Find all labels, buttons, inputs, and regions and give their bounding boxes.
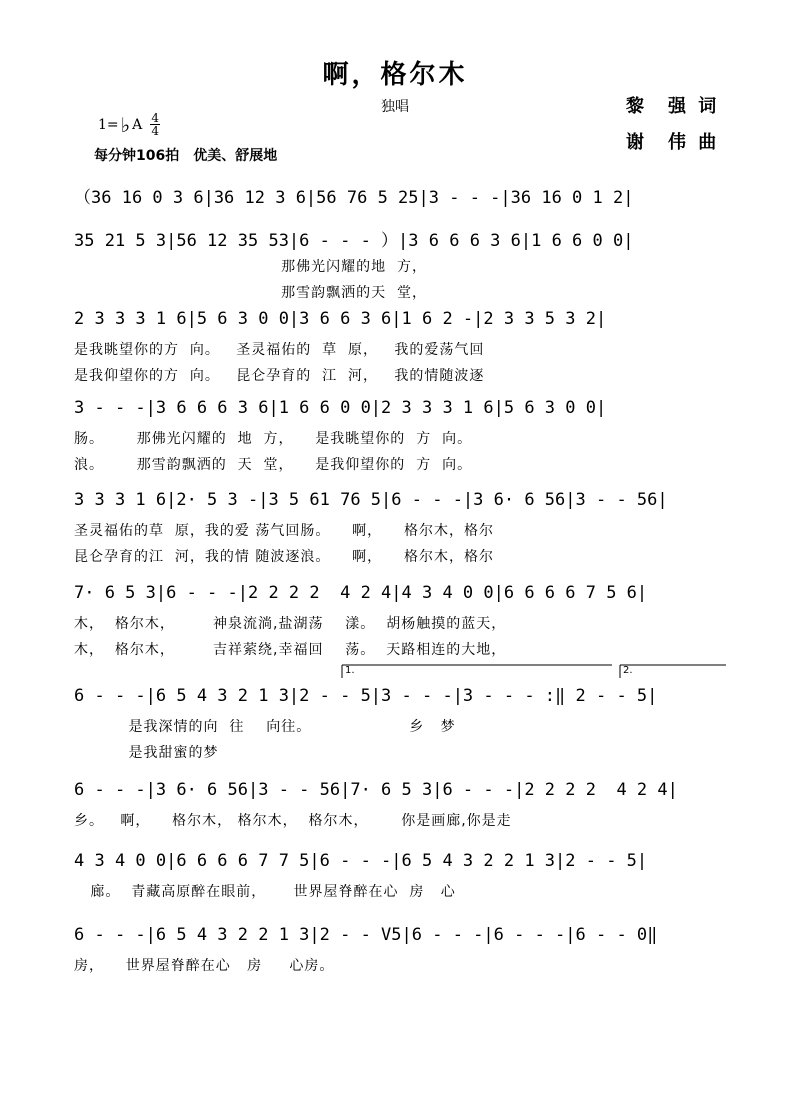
volta-second-label: 2. bbox=[623, 665, 633, 676]
flat-sign-icon: ♭ bbox=[120, 112, 131, 137]
lyric-verse-2: 那雪韵飘洒的天 堂， bbox=[74, 285, 428, 301]
time-signature-bottom: 4 bbox=[151, 124, 160, 138]
lyric-verse-1: 是我深情的向 往 向往。 乡 梦 bbox=[74, 719, 456, 735]
notation-row: 7· 6 5 3|6 - - -|2 2 2 2 4 2 4|4 3 4 0 0|6 6 6 6 7 5 6| bbox=[74, 583, 648, 603]
composer-credit: 谢 伟 曲 bbox=[626, 132, 720, 153]
song-title: 啊，格尔木 bbox=[322, 60, 468, 90]
staff-line-9 bbox=[74, 851, 730, 911]
lyric-verse-2: 浪。 那雪韵飘洒的 天 堂， 是我仰望你的 方 向。 bbox=[74, 457, 473, 473]
notation-row: （36 16 0 3 6|36 12 3 6|56 76 5 25|3 - - -|36 16 0 1 2| bbox=[74, 188, 634, 208]
lyric-verse-1: 是我眺望你的方 向。 圣灵福佑的 草 原， 我的爱荡气回 bbox=[74, 342, 485, 358]
volta-brackets bbox=[342, 664, 726, 678]
lyric-verse-2: 是我甜蜜的梦 bbox=[74, 745, 219, 761]
lyric-verse-1: 木， 格尔木， 神泉流淌,盐湖荡 漾。 胡杨触摸的蓝天， bbox=[74, 616, 507, 632]
staff-line-4 bbox=[74, 398, 730, 478]
song-subtitle: 独唱 bbox=[381, 99, 409, 115]
staff-line-6 bbox=[74, 583, 730, 663]
key-signature bbox=[98, 112, 160, 137]
notation-row: 3 3 3 1 6|2· 5 3 -|3 5 61 76 5|6 - - -|3 6· 6 56|3 - - 56| bbox=[74, 490, 668, 510]
time-signature-top: 4 bbox=[151, 111, 160, 125]
lyricist-credit: 黎 强 词 bbox=[626, 96, 720, 117]
time-signature bbox=[150, 112, 160, 137]
key-label: 1= bbox=[98, 116, 119, 133]
volta-first-label: 1. bbox=[345, 665, 355, 676]
staff-line-3 bbox=[74, 309, 730, 389]
notation-row: 4 3 4 0 0|6 6 6 6 7 7 5|6 - - -|6 5 4 3 2 2 1 3|2 - - 5| bbox=[74, 851, 648, 871]
notation-row: 6 - - -|3 6· 6 56|3 - - 56|7· 6 5 3|6 - - -|2 2 2 2 4 2 4| bbox=[74, 780, 678, 800]
staff-line-1 bbox=[74, 183, 730, 213]
notation-row: 35 21 5 3|56 12 35 53|6 - - - ）|3 6 6 6 3 6|1 6 6 0 0| bbox=[74, 231, 634, 251]
notation-row: 6 - - -|6 5 4 3 2 2 1 3|2 - - V5|6 - - -|6 - - -|6 - - 0‖ bbox=[74, 925, 658, 945]
staff-line-2 bbox=[74, 226, 730, 306]
volta-bracket-lines bbox=[342, 664, 726, 678]
lyric-verse-1: 肠。 那佛光闪耀的 地 方， 是我眺望你的 方 向。 bbox=[74, 431, 473, 447]
lyric-verse-1: 乡。 啊， 格尔木， 格尔木， 格尔木， 你是画廊,你是走 bbox=[74, 813, 512, 829]
staff-line-8 bbox=[74, 780, 730, 840]
lyric-verse-1: 那佛光闪耀的地 方， bbox=[74, 259, 428, 275]
tempo-marking: 每分钟106拍 优美、舒展地 bbox=[94, 148, 278, 164]
notation-row: 6 - - -|6 5 4 3 2 1 3|2 - - 5|3 - - -|3 - - - :‖ 2 - - 5| bbox=[74, 686, 658, 706]
staff-line-7 bbox=[74, 686, 730, 766]
lyric-verse-2: 昆仑孕育的江 河，我的情 随波逐浪。 啊， 格尔木，格尔 bbox=[74, 549, 494, 565]
lyric-verse-1: 廊。 青藏高原醉在眼前， 世界屋脊醉在心 房 心 bbox=[74, 884, 456, 900]
notation-row: 2 3 3 3 1 6|5 6 3 0 0|3 6 6 3 6|1 6 2 -|2 3 3 5 3 2| bbox=[74, 309, 607, 329]
notation-row: 3 - - -|3 6 6 6 3 6|1 6 6 0 0|2 3 3 3 1 6|5 6 3 0 0| bbox=[74, 398, 607, 418]
lyric-verse-1: 圣灵福佑的草 原，我的爱 荡气回肠。 啊， 格尔木，格尔 bbox=[74, 523, 494, 539]
lyric-verse-2: 木， 格尔木， 吉祥萦绕,幸福回 荡。 天路相连的大地， bbox=[74, 642, 507, 658]
key-note: A bbox=[132, 116, 143, 133]
lyric-verse-1: 房， 世界屋脊醉在心 房 心房。 bbox=[74, 958, 335, 974]
staff-line-5 bbox=[74, 490, 730, 570]
staff-line-10 bbox=[74, 925, 730, 985]
lyric-verse-2: 是我仰望你的方 向。 昆仑孕育的 江 河， 我的情随波逐 bbox=[74, 368, 485, 384]
